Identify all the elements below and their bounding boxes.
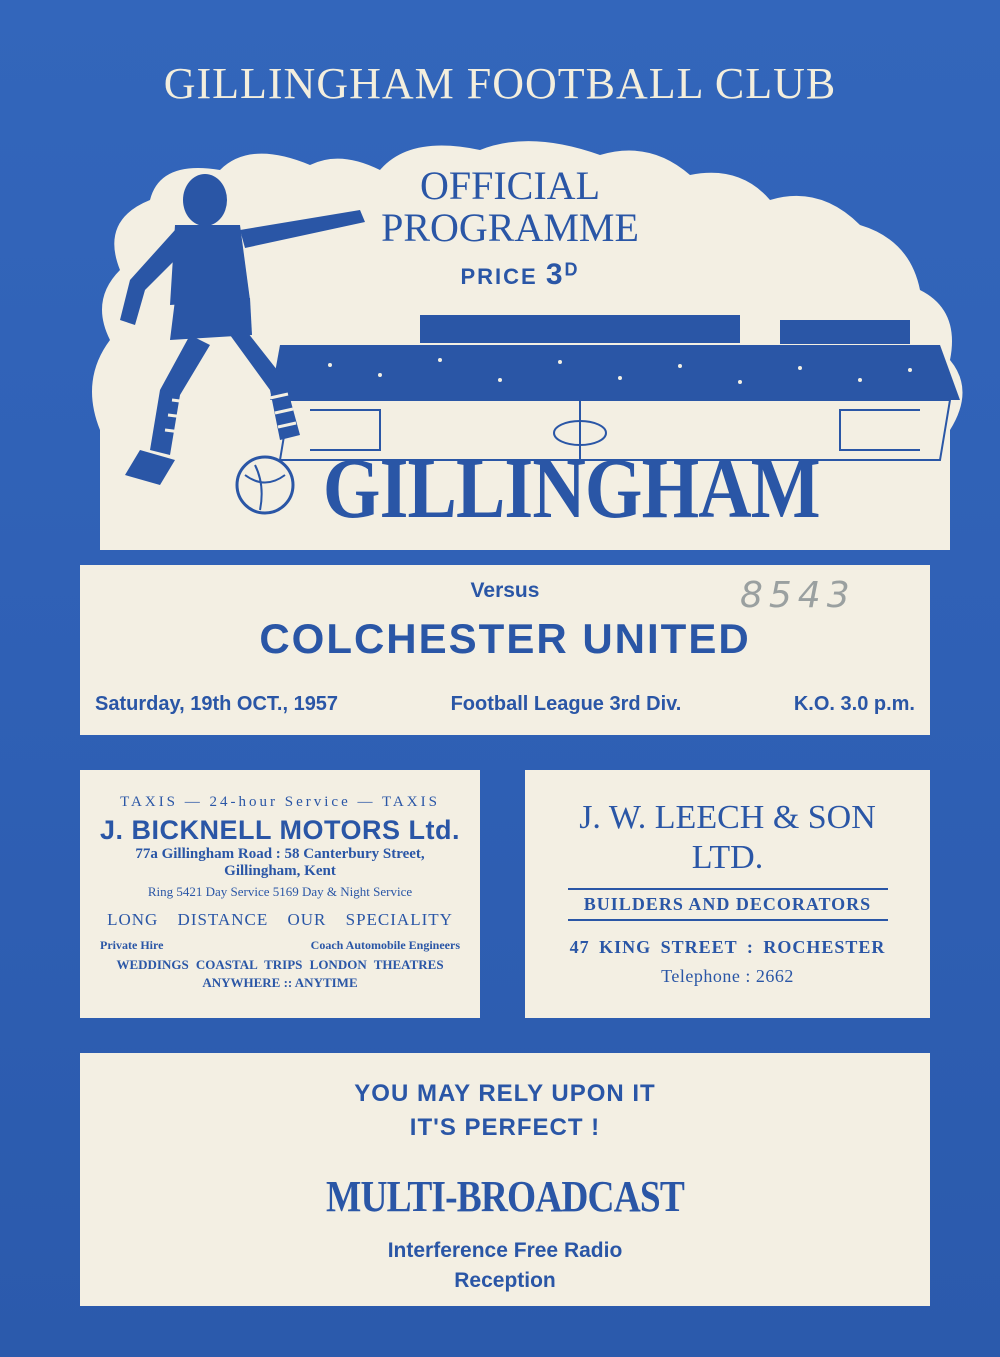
builder-address: 47 KING STREET : ROCHESTER [569,937,886,957]
club-title: GILLINGHAM FOOTBALL CLUB [163,59,837,108]
programme-title-line1: OFFICIAL [419,163,601,208]
handwritten-number: 8543 [740,575,856,616]
taxi-hire-line [80,938,480,953]
builder-telephone: Telephone : 2662 [661,966,794,986]
builder-advert [525,770,930,1018]
match-panel [80,565,930,735]
taxi-phone-numbers: Ring 5421 Day Service 5169 Day & Night Service [147,884,413,899]
builder-divider [568,888,888,890]
price-label: PRICE [460,264,538,289]
radio-slogan [80,1077,930,1145]
radio-tagline [80,1236,930,1296]
match-competition: Football League 3rd Div. [450,693,682,715]
taxi-advert [80,770,480,1018]
radio-slogan-line2: IT'S PERFECT ! [409,1114,601,1141]
builder-name [525,798,930,878]
price [440,258,600,292]
builder-name-line2: LTD. [691,839,764,876]
opponent-name: COLCHESTER UNITED [259,615,751,662]
radio-advert [80,1053,930,1306]
match-date: Saturday, 19th OCT., 1957 [95,693,339,715]
match-kickoff: K.O. 3.0 p.m. [793,693,915,715]
price-value: 3 [545,258,565,291]
taxi-services: WEDDINGS COASTAL TRIPS LONDON THEATRES [116,957,444,972]
radio-slogan-line1: YOU MAY RELY UPON IT [354,1080,656,1107]
team-wordmark: GILLINGHAM [322,440,820,536]
versus-label: Versus [470,579,540,602]
taxi-private-hire: Private Hire [100,938,164,952]
taxi-anywhere: ANYWHERE :: ANYTIME [202,975,358,990]
radio-brand: MULTI-BROADCAST [326,1172,684,1221]
taxi-speciality: LONG DISTANCE OUR SPECIALITY [107,910,453,929]
taxi-header: TAXIS — 24-hour Service — TAXIS [120,794,440,810]
builder-name-line1: J. W. LEECH & SON [579,799,876,836]
taxi-coach: Coach Automobile Engineers [310,938,460,952]
taxi-address-line2: Gillingham, Kent [224,863,336,879]
programme-title [330,165,690,249]
programme-title-line2: PROGRAMME [381,205,639,250]
radio-tagline-line1: Interference Free Radio [387,1239,623,1262]
price-unit: D [564,259,580,280]
radio-tagline-line2: Reception [454,1269,556,1292]
match-details [95,693,915,716]
taxi-address-line1: 77a Gillingham Road : 58 Canterbury Street, [135,846,425,862]
taxi-business-name: J. BICKNELL MOTORS Ltd. [99,815,460,845]
builder-trade: BUILDERS AND DECORATORS [568,894,888,921]
